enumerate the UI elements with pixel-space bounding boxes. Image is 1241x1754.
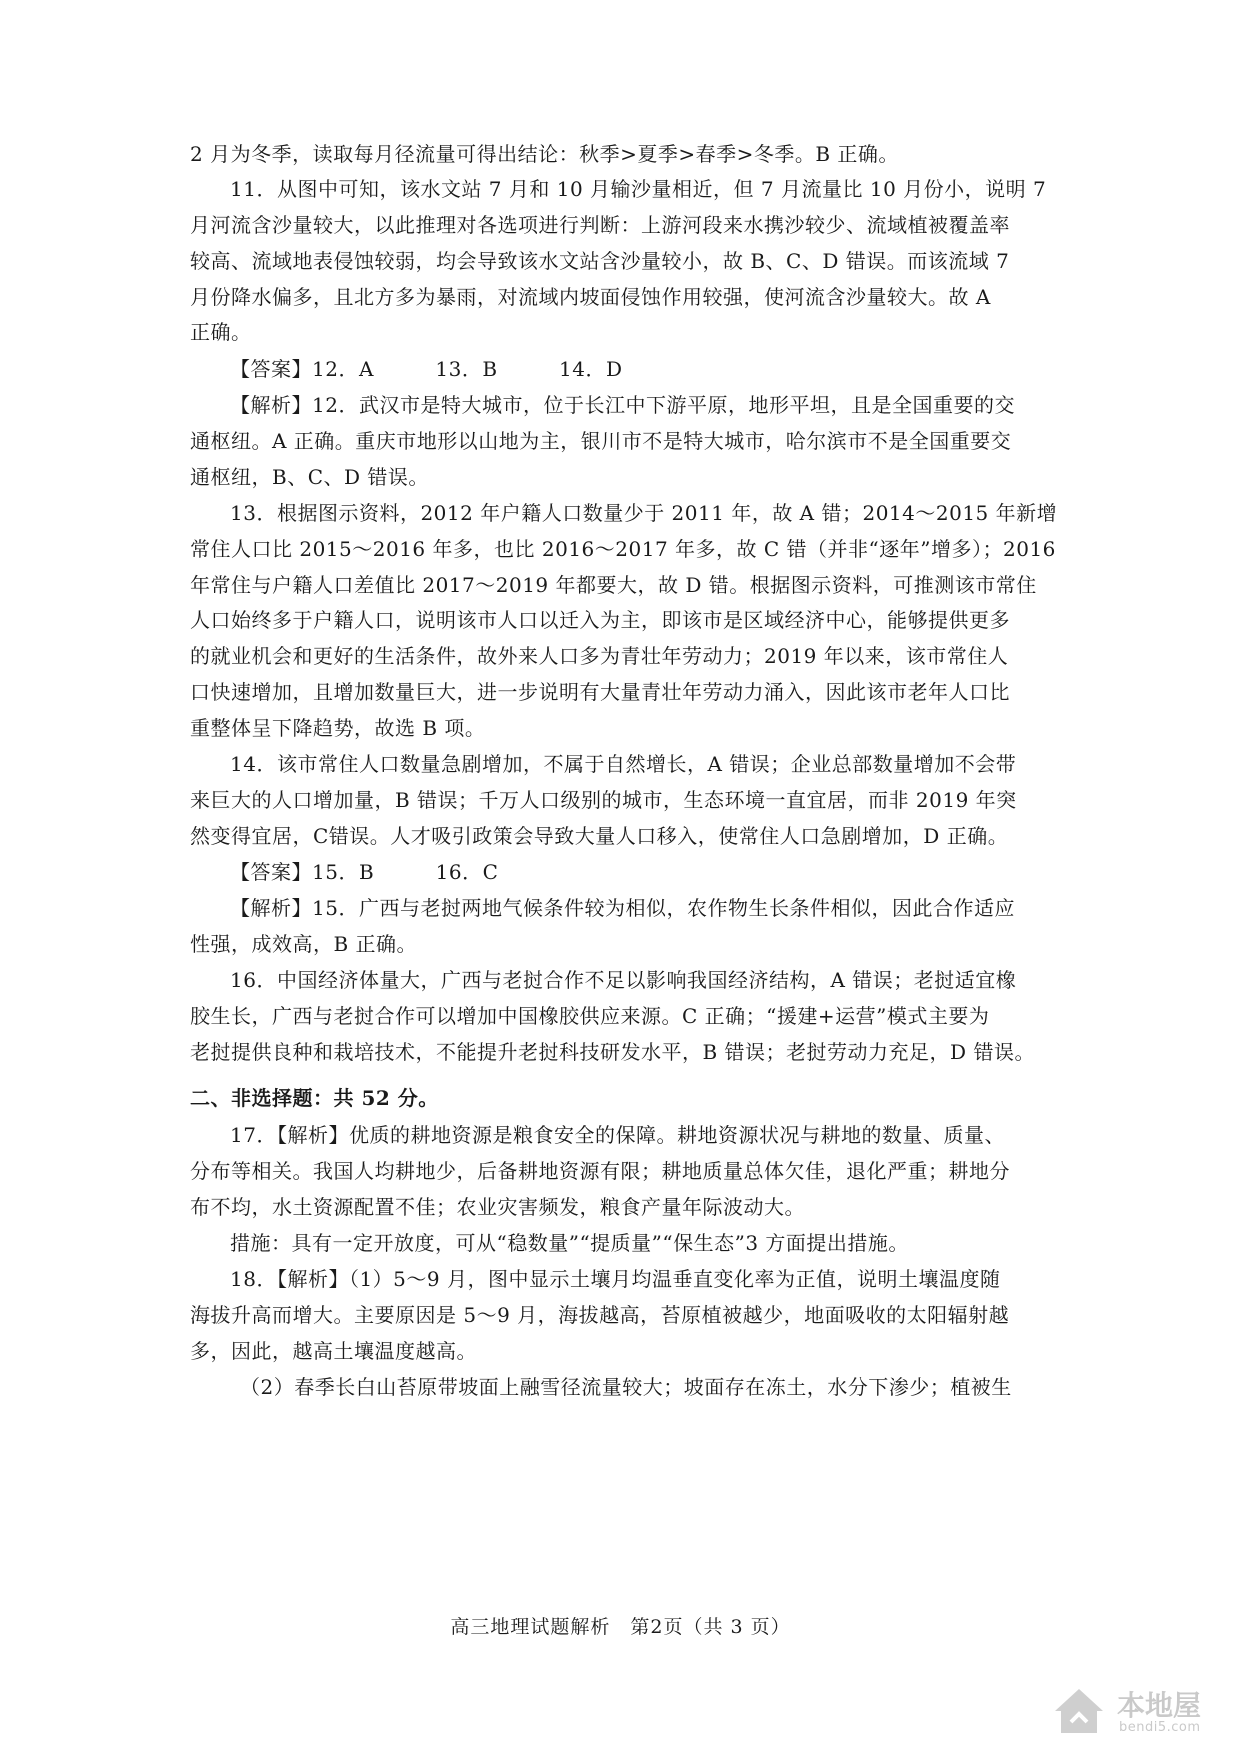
- answer-line: 【答案】12．A 13．B 14．D: [230, 357, 623, 381]
- answer-line: 【答案】15．B 16．C: [230, 860, 499, 884]
- text-line: 布不均，水土资源配置不佳；农业灾害频发，粮食产量年际波动大。: [190, 1195, 805, 1219]
- text-line: 老挝提供良种和栽培技术，不能提升老挝科技研发水平，B 错误；老挝劳动力充足，D 错误。: [190, 1040, 1035, 1064]
- text-line: 月份降水偏多，且北方多为暴雨，对流域内坡面侵蚀作用较强，使河流含沙量较大。故 A: [190, 285, 991, 309]
- house-icon: [1053, 1686, 1105, 1736]
- text-line: 多，因此，越高土壤温度越高。: [190, 1339, 477, 1363]
- text-line: 通枢纽。A 正确。重庆市地形以山地为主，银川市不是特大城市，哈尔滨市不是全国重要交: [190, 429, 1012, 453]
- text-line: 较高、流域地表侵蚀较弱，均会导致该水文站含沙量较小，故 B、C、D 错误。而该流域 7: [190, 249, 1010, 273]
- text-line: 16．中国经济体量大，广西与老挝合作不足以影响我国经济结构，A 错误；老挝适宜橡: [230, 968, 1017, 992]
- text-line: 11．从图中可知，该水文站 7 月和 10 月输沙量相近，但 7 月流量比 10 月份小，说明 7: [230, 177, 1047, 201]
- text-line: 月河流含沙量较大，以此推理对各选项进行判断：上游河段来水携沙较少、流域植被覆盖率: [190, 213, 1010, 237]
- watermark-url: bendi5.com: [1119, 1720, 1201, 1735]
- text-line: 措施：具有一定开放度，可从“稳数量”“提质量”“保生态”3 方面提出措施。: [230, 1231, 909, 1255]
- text-line: 海拔升高而增大。主要原因是 5～9 月，海拔越高，苔原植被越少，地面吸收的太阳辐射越: [190, 1303, 1010, 1327]
- page-footer: 高三地理试题解析 第2页（共 3 页）: [450, 1616, 791, 1638]
- text-line: 然变得宜居，C错误。人才吸引政策会导致大量人口移入，使常住人口急剧增加，D 正确。: [190, 824, 1009, 848]
- text-line: 17．【解析】优质的耕地资源是粮食安全的保障。耕地资源状况与耕地的数量、质量、: [230, 1123, 1005, 1147]
- text-line: 的就业机会和更好的生活条件，故外来人口多为青壮年劳动力；2019 年以来，该市常住人: [190, 644, 1009, 668]
- text-line: 通枢纽，B、C、D 错误。: [190, 465, 429, 489]
- text-line: 胶生长，广西与老挝合作可以增加中国橡胶供应来源。C 正确；“援建+运营”模式主要为: [190, 1004, 990, 1028]
- text-line: 2 月为冬季，读取每月径流量可得出结论：秋季>夏季>春季>冬季。B 正确。: [190, 142, 899, 166]
- text-line: （2）春季长白山苔原带坡面上融雪径流量较大；坡面存在冻土，水分下渗少；植被生: [240, 1375, 1012, 1399]
- text-line: 口快速增加，且增加数量巨大，进一步说明有大量青壮年劳动力涌入，因此该市老年人口比: [190, 680, 1010, 704]
- text-line: 重整体呈下降趋势，故选 B 项。: [190, 716, 486, 740]
- analysis-line: 【解析】12．武汉市是特大城市，位于长江中下游平原，地形平坦，且是全国重要的交: [230, 393, 1015, 417]
- text-line: 常住人口比 2015～2016 年多，也比 2016～2017 年多，故 C 错（并非“逐年”增多）；2016: [190, 537, 1056, 561]
- text-line: 人口始终多于户籍人口，说明该市人口以迁入为主，即该市是区域经济中心，能够提供更多: [190, 608, 1010, 632]
- text-line: 正确。: [190, 320, 252, 344]
- watermark-name: 本地屋: [1117, 1689, 1202, 1722]
- text-line: 性强，成效高，B 正确。: [190, 932, 418, 956]
- text-line: 来巨大的人口增加量，B 错误；千万人口级别的城市，生态环境一直宜居，而非 2019 年突: [190, 788, 1017, 812]
- site-watermark: [1053, 1682, 1223, 1740]
- text-line: 18．【解析】（1）5～9 月，图中显示土壤月均温垂直变化率为正值，说明土壤温度随: [230, 1267, 1001, 1291]
- text-line: 年常住与户籍人口差值比 2017～2019 年都要大，故 D 错。根据图示资料，可推测该市常住: [190, 573, 1037, 597]
- text-line: 14．该市常住人口数量急剧增加，不属于自然增长，A 错误；企业总部数量增加不会带: [230, 752, 1017, 776]
- text-line: 分布等相关。我国人均耕地少，后备耕地资源有限；耕地质量总体欠佳，退化严重；耕地分: [190, 1159, 1010, 1183]
- section-heading: 二、非选择题：共 52 分。: [190, 1086, 439, 1110]
- analysis-line: 【解析】15．广西与老挝两地气候条件较为相似，农作物生长条件相似，因此合作适应: [230, 896, 1015, 920]
- text-line: 13．根据图示资料，2012 年户籍人口数量少于 2011 年，故 A 错；2014～2015 年新增: [230, 501, 1058, 525]
